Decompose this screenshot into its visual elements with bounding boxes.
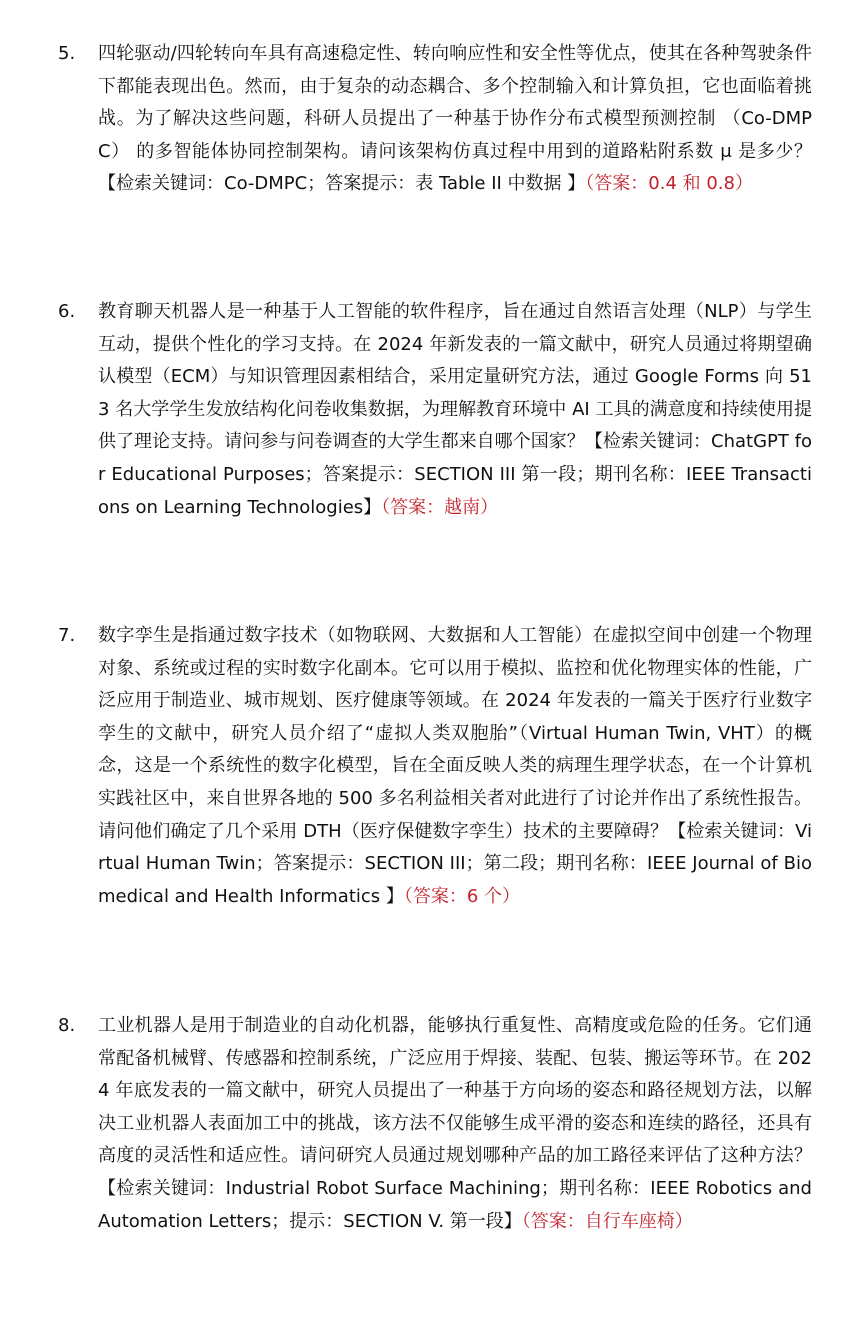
question-body [98,296,812,524]
answer-text: （答案：自行车座椅） [521,1210,693,1232]
question-number: 5. [58,43,76,64]
question-number: 8. [58,1015,76,1036]
question-text: 数字孪生是指通过数字技术（如物联网、大数据和人工智能）在虚拟空间中创建一个物理对象、系统或过程的实时数字化副本。它可以用于模拟、监控和优化物理实体的性能，广泛应用于制造业、城市规划、医疗健康等领域。在 2024 年发表的一篇关于医疗行业数字孪生的文献中，研究人员介绍了“虚拟人类双胞胎”（Virtual Human Twin, VHT）的概念，这是一个系统性的数字化模型，旨在全面反映人类的病理生理学状态，在一个计算机实践社区中，来自世界各地的 500 多名利益相关者对此进行了讨论并作出了系统性报告。请问他们确定了几个采用 DTH（医疗保健数字孪生）技术的主要障碍？【检索关键词：Virtual Human Twin；答案提示：SECTION III；第二段；期刊名称：IEEE Journal of Biomedical and Health Informatics 】 [98,625,812,907]
question-text: 教育聊天机器人是一种基于人工智能的软件程序，旨在通过自然语言处理（NLP）与学生互动，提供个性化的学习支持。在 2024 年新发表的一篇文献中，研究人员通过将期望确认模型（ECM）与知识管理因素相结合，采用定量研究方法，通过 Google Forms 向 513 名大学学生发放结构化问卷收集数据，为理解教育环境中 AI 工具的满意度和持续使用提供了理论支持。请问参与问卷调查的大学生都来自哪个国家？【检索关键词：ChatGPT for Educational Purposes；答案提示：SECTION III 第一段；期刊名称：IEEE Transactions on Learning Technologies】 [98,301,812,518]
question-body [98,620,812,913]
question-body [98,1010,812,1238]
answer-text: （答案：0.4 和 0.8） [585,173,753,195]
answer-text: （答案：越南） [381,496,499,518]
answer-text: （答案：6 个） [403,885,521,907]
question-text: 四轮驱动/四轮转向车具有高速稳定性、转向响应性和安全性等优点，使其在各种驾驶条件下都能表现出色。然而，由于复杂的动态耦合、多个控制输入和计算负担，它也面临着挑战。为了解决这些问题，科研人员提出了一种基于协作分布式模型预测控制 （Co-DMPC） 的多智能体协同控制架构。请问该架构仿真过程中用到的道路粘附系数 μ 是多少？【检索关键词：Co-DMPC；答案提示：表 Table II 中数据 】 [98,43,812,195]
question-number: 6. [58,301,76,322]
question-text: 工业机器人是用于制造业的自动化机器，能够执行重复性、高精度或危险的任务。它们通常配备机械臂、传感器和控制系统，广泛应用于焊接、装配、包装、搬运等环节。在 2024 年底发表的一篇文献中，研究人员提出了一种基于方向场的姿态和路径规划方法，以解决工业机器人表面加工中的挑战，该方法不仅能够生成平滑的姿态和连续的路径，还具有高度的灵活性和适应性。请问研究人员通过规划哪种产品的加工路径来评估了这种方法？【检索关键词：Industrial Robot Surface Machining；期刊名称：IEEE Robotics and Automation Letters；提示：SECTION V. 第一段】 [98,1015,812,1232]
question-number: 7. [58,625,76,646]
question-body [98,38,812,201]
